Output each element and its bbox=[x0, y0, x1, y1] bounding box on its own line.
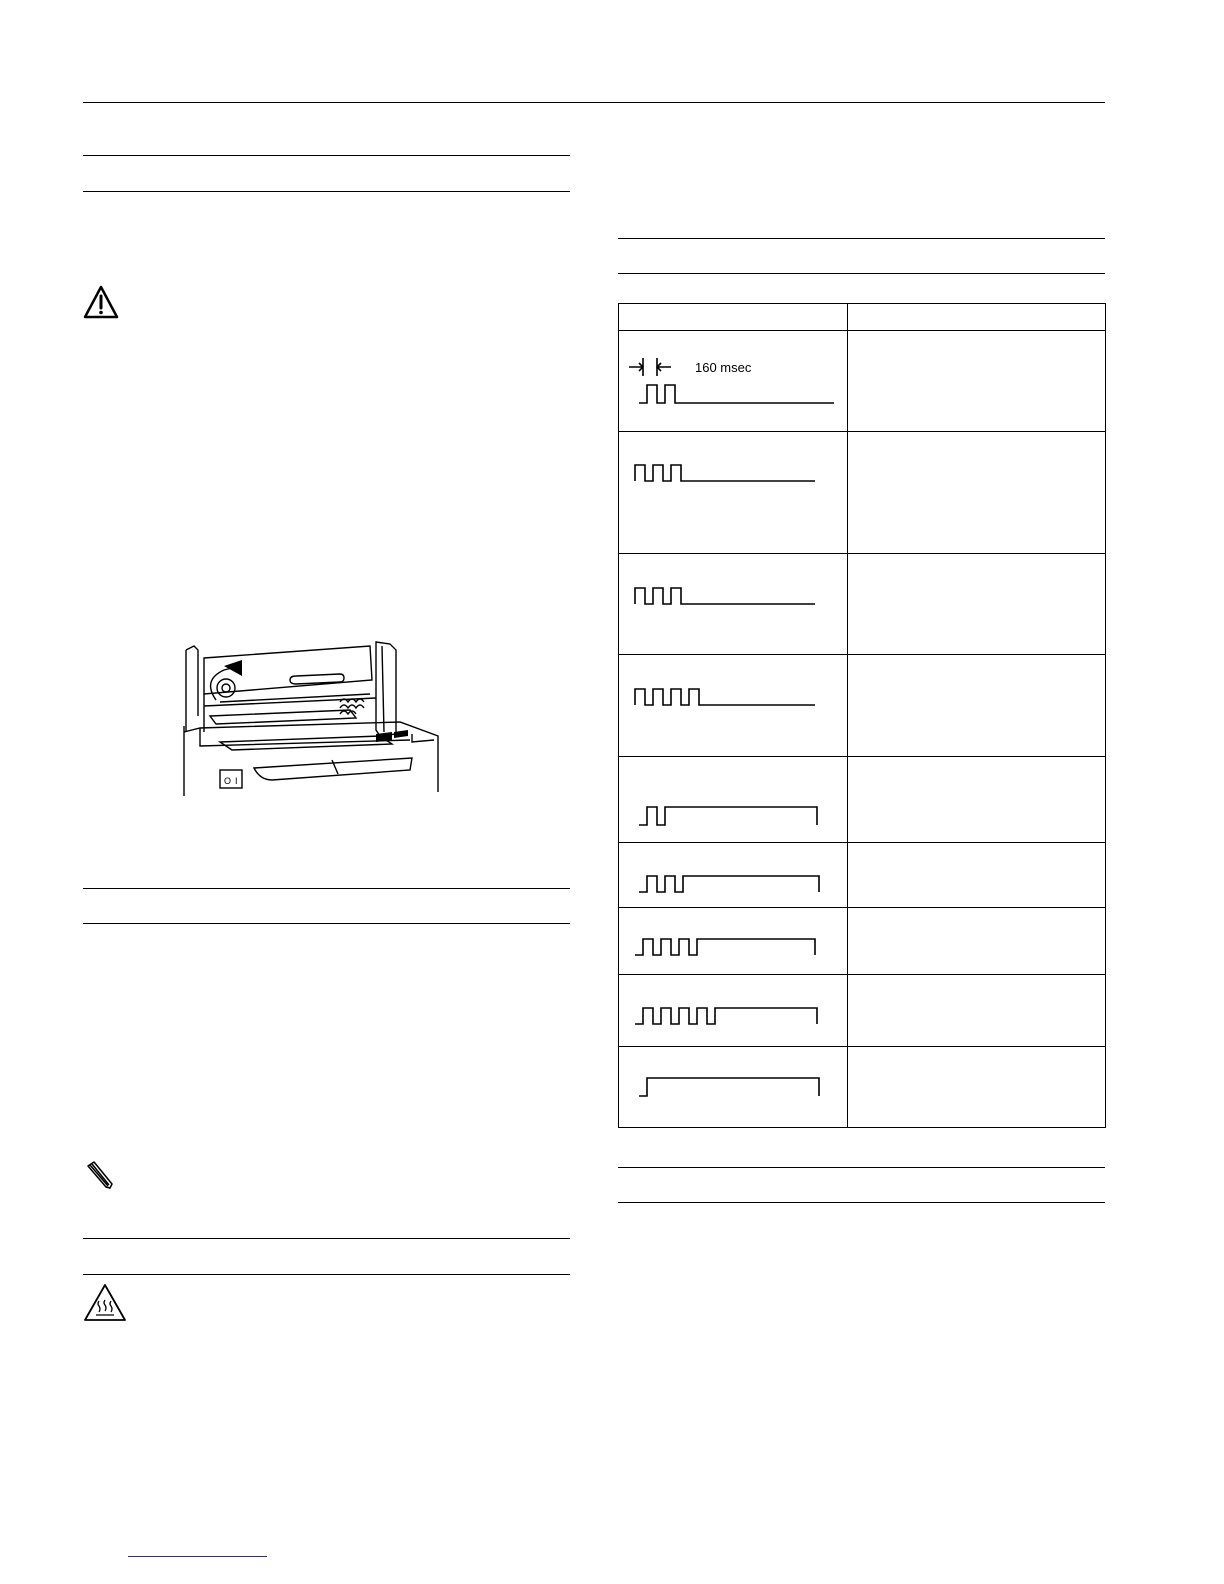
hot-surface-icon bbox=[82, 1282, 128, 1324]
waveform-row-8 bbox=[635, 1008, 817, 1024]
section-rule-right-1b bbox=[618, 273, 1105, 274]
section-rule-right-2b bbox=[618, 1202, 1105, 1203]
section-rule-right-2a bbox=[618, 1167, 1105, 1168]
waveform-row-6 bbox=[639, 876, 819, 892]
waveform-row-1 bbox=[639, 385, 834, 403]
waveform-row-7 bbox=[635, 939, 815, 955]
error-pattern-table bbox=[618, 303, 1106, 1128]
footer-link-underline[interactable] bbox=[128, 1556, 267, 1557]
section-rule-left-2b bbox=[83, 923, 570, 924]
pencil-note-icon bbox=[82, 1160, 116, 1190]
waveform-row-3 bbox=[635, 588, 815, 604]
section-rule-left-1b bbox=[83, 191, 570, 192]
page-top-rule bbox=[83, 102, 1105, 103]
section-rule-right-1a bbox=[618, 238, 1105, 239]
table-column-divider bbox=[847, 304, 848, 1127]
switch-off-label: O bbox=[224, 776, 232, 786]
section-rule-left-3a bbox=[83, 1238, 570, 1239]
waveform-row-2 bbox=[635, 465, 815, 481]
section-rule-left-2a bbox=[83, 888, 570, 889]
timing-marker bbox=[629, 358, 671, 376]
printer-illustration bbox=[180, 636, 442, 802]
waveform-row-5 bbox=[639, 807, 817, 825]
waveform-row-9 bbox=[639, 1078, 819, 1096]
warning-triangle-icon bbox=[82, 284, 120, 320]
waveform-row-4 bbox=[635, 689, 815, 705]
waveform-column bbox=[619, 304, 847, 1129]
section-rule-left-3b bbox=[83, 1274, 570, 1275]
section-rule-left-1a bbox=[83, 155, 570, 156]
timing-label: 160 msec bbox=[695, 360, 752, 375]
switch-on-label: I bbox=[235, 776, 238, 786]
